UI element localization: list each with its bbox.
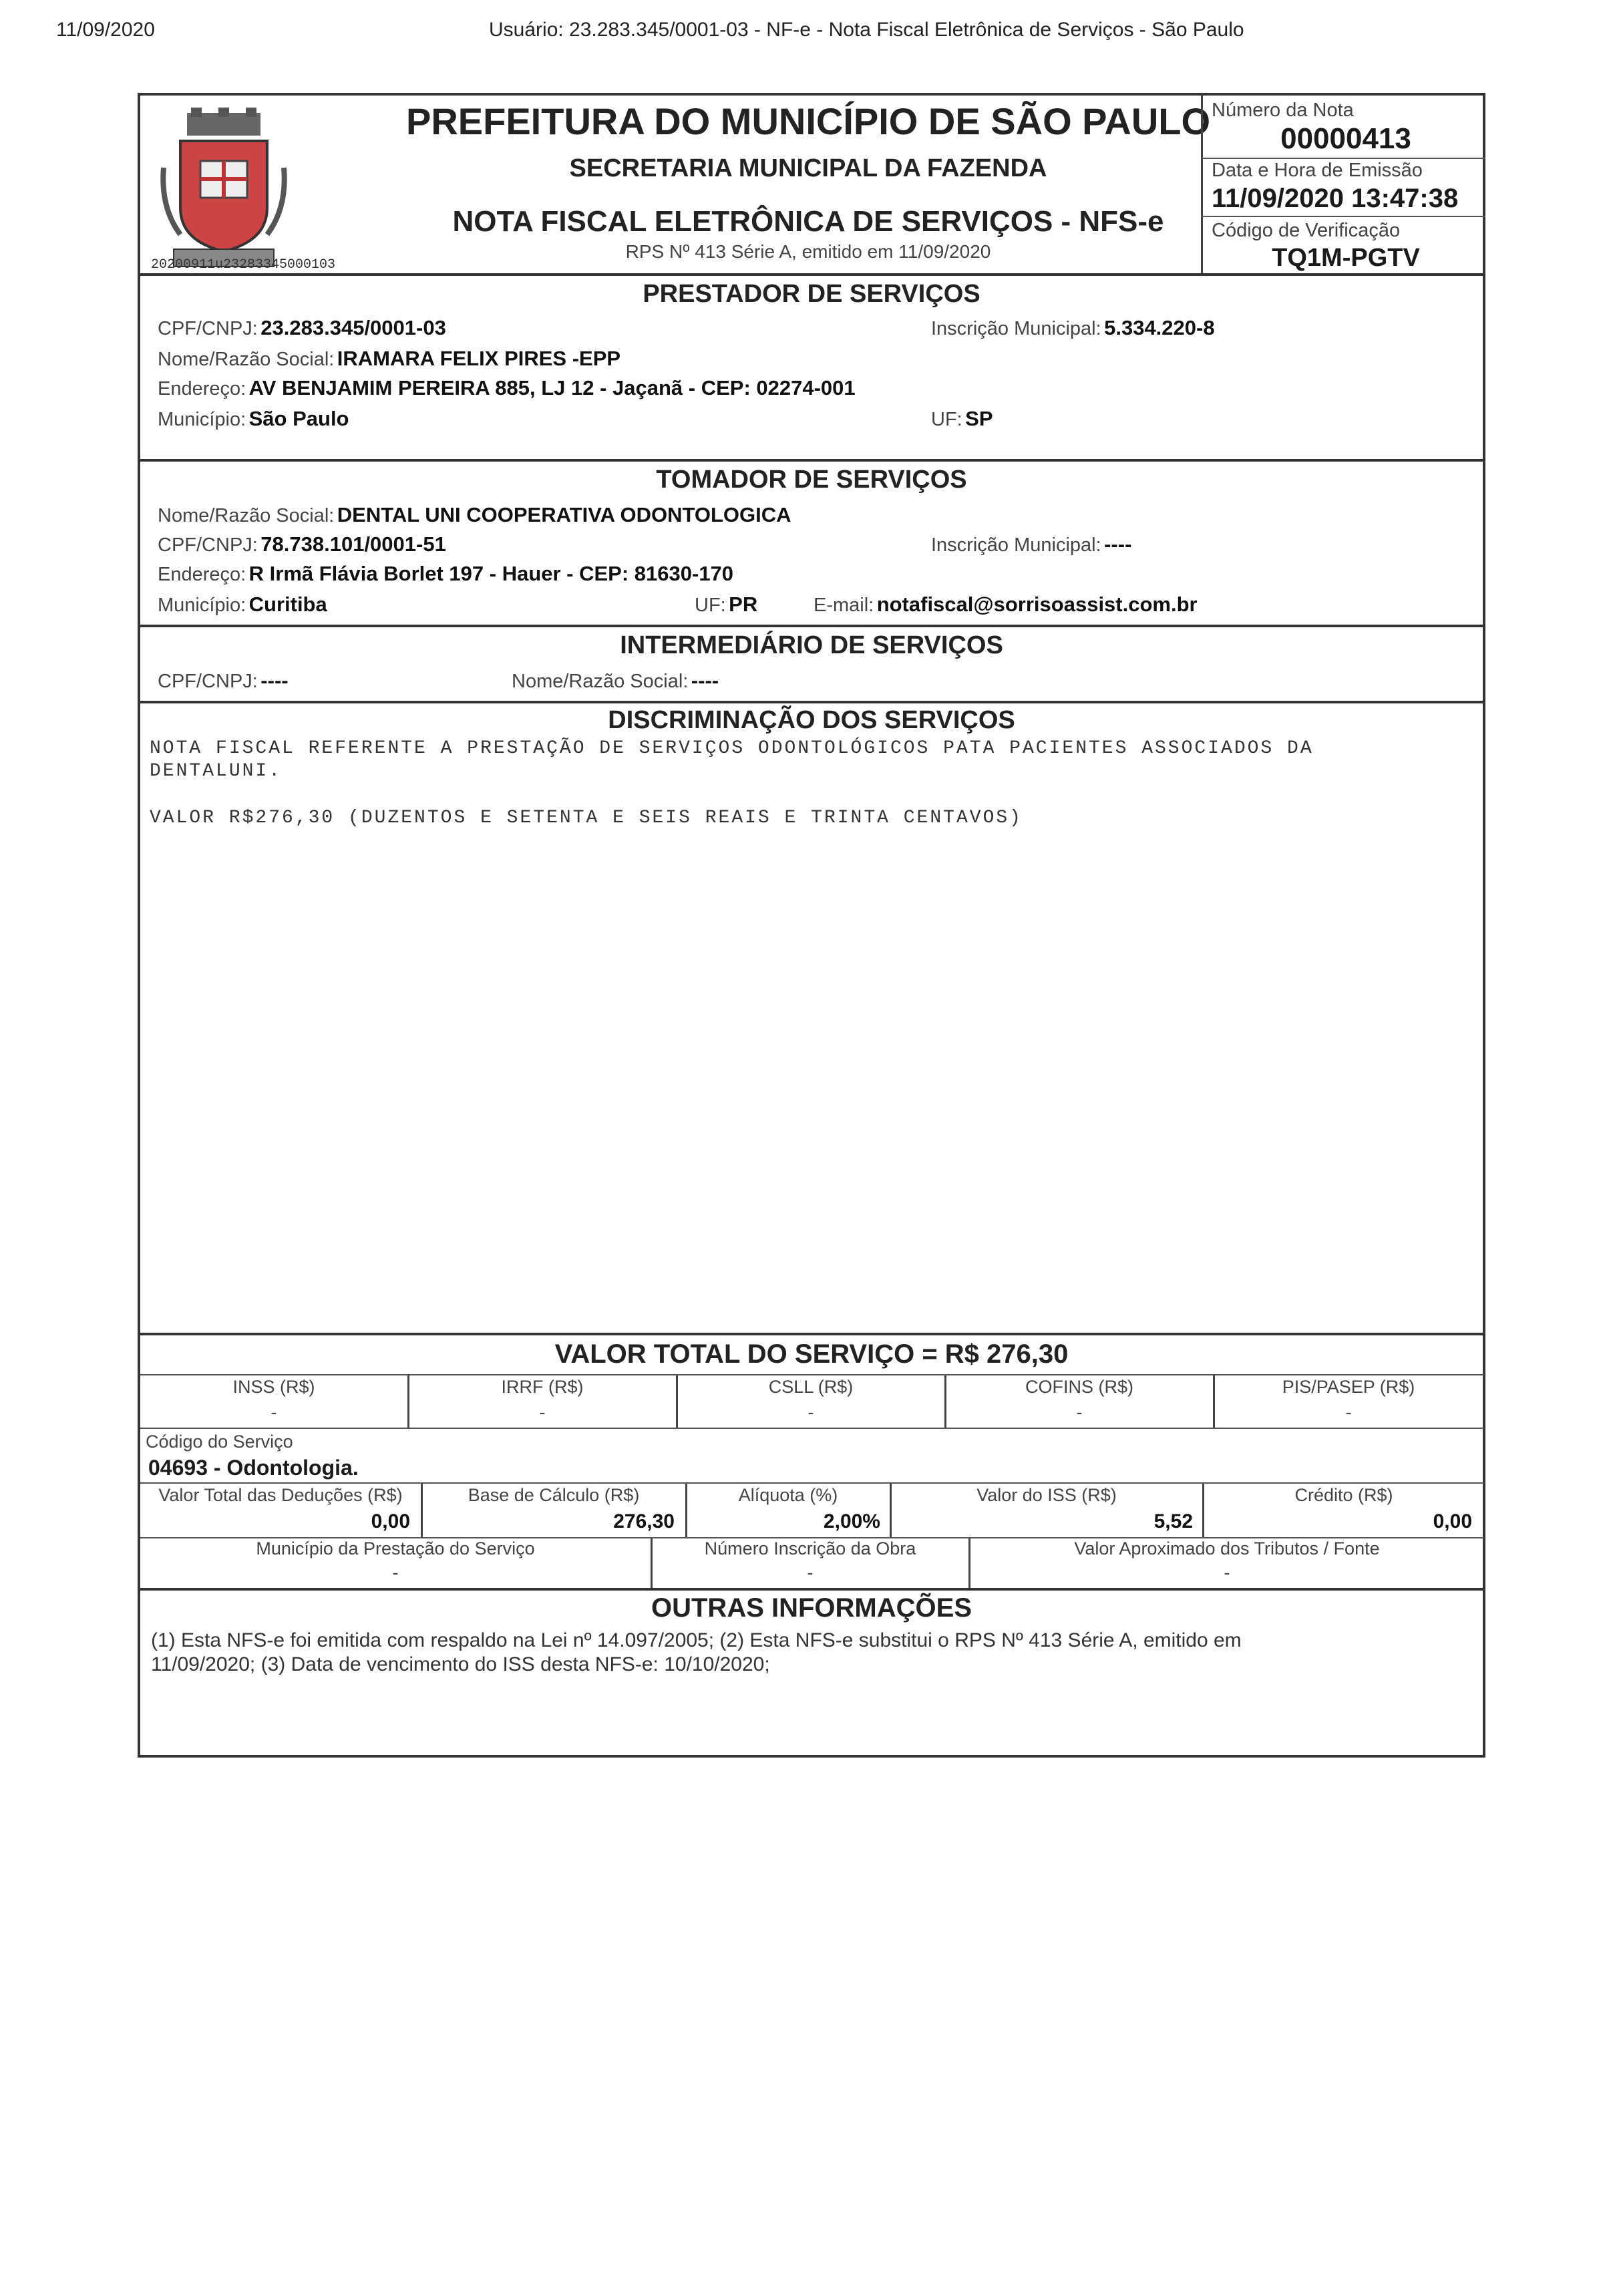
tributos-row <box>140 1375 1484 1428</box>
valor-iss-label: Valor do ISS (R$) <box>976 1485 1117 1505</box>
prestador-im-label: Inscrição Municipal: <box>931 318 1101 339</box>
aliquota-label: Alíquota (%) <box>738 1485 838 1505</box>
credito-label: Crédito (R$) <box>1294 1485 1393 1505</box>
prestador-municipio-label: Município: <box>158 409 246 430</box>
tomador-cnpj-label: CPF/CNPJ: <box>158 534 258 556</box>
inscricao-obra-value: - <box>807 1563 814 1583</box>
discriminacao-line-3: VALOR R$276,30 (DUZENTOS E SETENTA E SEIS REAIS E TRINTA CENTAVOS) <box>150 808 1023 828</box>
base-calculo-label: Base de Cálculo (R$) <box>468 1485 640 1505</box>
tomador-email-value: notafiscal@sorrisoassist.com.br <box>876 593 1198 616</box>
intermediario-cnpj-label: CPF/CNPJ: <box>158 671 258 692</box>
valor-iss-value: 5,52 <box>1153 1510 1193 1532</box>
prestador-title: PRESTADOR DE SERVIÇOS <box>643 280 980 308</box>
tomador-cnpj-value: 78.738.101/0001-51 <box>260 532 446 556</box>
intermediario-nome-label: Nome/Razão Social: <box>512 671 689 692</box>
barcode-text: 20200911u23283345000103 <box>151 257 336 273</box>
intermediario-cnpj-value: ---- <box>260 669 289 692</box>
city-title: PREFEITURA DO MUNICÍPIO DE SÃO PAULO <box>405 100 1211 142</box>
prestador-nome-value: IRAMARA FELIX PIRES -EPP <box>337 347 621 370</box>
intermediario-nome-value: ---- <box>691 669 719 692</box>
extra-row <box>140 1538 1484 1588</box>
prestador-nome-label: Nome/Razão Social: <box>158 349 335 370</box>
document-title: NOTA FISCAL ELETRÔNICA DE SERVIÇOS - NFS-e <box>452 205 1164 238</box>
cofins-label: COFINS (R$) <box>1025 1377 1133 1397</box>
calculo-row <box>140 1484 1484 1537</box>
numero-value: 00000413 <box>1280 122 1411 155</box>
codigo-servico-label: Código do Serviço <box>146 1432 293 1452</box>
data-emissao-value: 11/09/2020 13:47:38 <box>1212 184 1459 213</box>
base-calculo-value: 276,30 <box>613 1510 675 1532</box>
inss-value: - <box>271 1402 277 1422</box>
intermediario-title: INTERMEDIÁRIO DE SERVIÇOS <box>620 631 1003 659</box>
codigo-verificacao-value: TQ1M-PGTV <box>1272 244 1420 272</box>
irrf-label: IRRF (R$) <box>501 1377 584 1397</box>
csll-value: - <box>808 1402 814 1422</box>
print-title: Usuário: 23.283.345/0001-03 - NF-e - Nota Fiscal Eletrônica de Serviços - São Paulo <box>489 19 1244 41</box>
tomador-email-label: E-mail: <box>814 595 874 616</box>
tributos-aprox-label: Valor Aproximado dos Tributos / Fonte <box>1074 1538 1380 1559</box>
coat-of-arms-icon <box>160 108 287 275</box>
outras-title: OUTRAS INFORMAÇÕES <box>651 1593 972 1623</box>
tomador-nome-label: Nome/Razão Social: <box>158 505 335 526</box>
prestador-endereco-label: Endereço: <box>158 378 246 399</box>
secretaria-title: SECRETARIA MUNICIPAL DA FAZENDA <box>569 154 1047 182</box>
prestador-cnpj-value: 23.283.345/0001-03 <box>260 316 446 339</box>
irrf-value: - <box>539 1402 546 1422</box>
pis-pasep-label: PIS/PASEP (R$) <box>1282 1377 1415 1397</box>
prestador-endereco-value: AV BENJAMIM PEREIRA 885, LJ 12 - Jaçanã - CEP: 02274-001 <box>248 376 856 399</box>
cofins-value: - <box>1076 1402 1083 1422</box>
prestador-im-value: 5.334.220-8 <box>1104 316 1215 339</box>
deducoes-label: Valor Total das Deduções (R$) <box>158 1485 403 1505</box>
tomador-nome-value: DENTAL UNI COOPERATIVA ODONTOLOGICA <box>337 503 791 526</box>
pis-pasep-value: - <box>1345 1402 1352 1422</box>
valor-total: VALOR TOTAL DO SERVIÇO = R$ 276,30 <box>554 1339 1069 1369</box>
tomador-municipio-label: Município: <box>158 595 246 616</box>
print-date: 11/09/2020 <box>56 19 155 41</box>
prestador-municipio-value: São Paulo <box>248 407 349 430</box>
data-emissao-label: Data e Hora de Emissão <box>1212 160 1423 181</box>
deducoes-value: 0,00 <box>371 1510 410 1532</box>
discriminacao-line-1: NOTA FISCAL REFERENTE A PRESTAÇÃO DE SERVIÇOS ODONTOLÓGICOS PATA PACIENTES ASSOCIADOS DA <box>150 738 1314 759</box>
credito-value: 0,00 <box>1433 1510 1472 1532</box>
tomador-municipio-value: Curitiba <box>248 593 327 616</box>
prestador-uf-label: UF: <box>931 409 962 430</box>
tomador-uf-value: PR <box>729 593 758 616</box>
tributos-aprox-value: - <box>1224 1563 1230 1583</box>
inscricao-obra-label: Número Inscrição da Obra <box>704 1538 916 1559</box>
csll-label: CSLL (R$) <box>768 1377 854 1397</box>
nfse-document <box>138 93 1485 1758</box>
municipio-prestacao-label: Município da Prestação do Serviço <box>256 1538 535 1559</box>
tomador-endereco-label: Endereço: <box>158 564 246 585</box>
prestador-uf-value: SP <box>965 407 993 430</box>
outras-line-2: 11/09/2020; (3) Data de vencimento do ISS desta NFS-e: 10/10/2020; <box>151 1653 770 1675</box>
tomador-im-value: ---- <box>1104 532 1132 556</box>
prestador-cnpj-label: CPF/CNPJ: <box>158 318 258 339</box>
inss-label: INSS (R$) <box>232 1377 315 1397</box>
numero-label: Número da Nota <box>1212 100 1354 121</box>
tomador-title: TOMADOR DE SERVIÇOS <box>656 466 967 494</box>
discriminacao-title: DISCRIMINAÇÃO DOS SERVIÇOS <box>608 706 1015 734</box>
discriminacao-line-2: DENTALUNI. <box>150 761 283 782</box>
tomador-uf-label: UF: <box>695 595 726 616</box>
municipio-prestacao-value: - <box>392 1563 399 1583</box>
aliquota-value: 2,00% <box>823 1510 880 1532</box>
outras-line-1: (1) Esta NFS-e foi emitida com respaldo na Lei nº 14.097/2005; (2) Esta NFS-e substitui o RPS Nº 413 Série A, emitido em <box>151 1629 1242 1651</box>
rps-info: RPS Nº 413 Série A, emitido em 11/09/2020 <box>625 241 991 262</box>
tomador-im-label: Inscrição Municipal: <box>931 534 1101 556</box>
codigo-servico-value: 04693 - Odontologia. <box>148 1456 359 1480</box>
codigo-verificacao-label: Código de Verificação <box>1212 220 1401 241</box>
tomador-endereco-value: R Irmã Flávia Borlet 197 - Hauer - CEP: 81630-170 <box>248 562 734 585</box>
